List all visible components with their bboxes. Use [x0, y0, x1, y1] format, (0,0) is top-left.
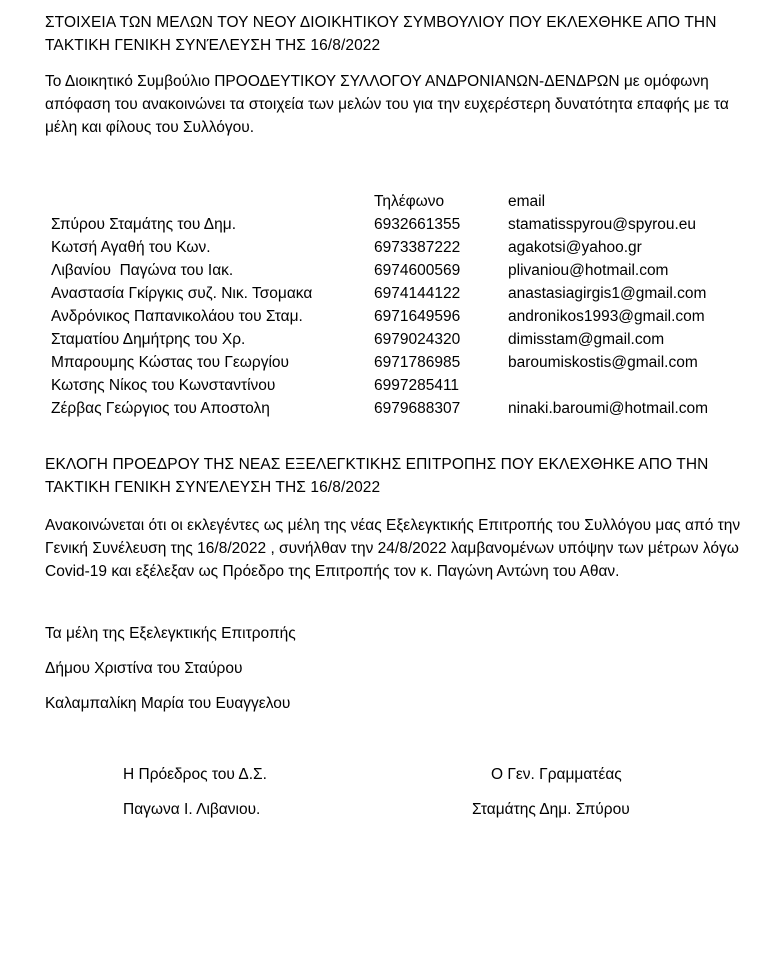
table-row	[51, 236, 748, 259]
member-phone: 6974600569	[374, 262, 461, 279]
table-row	[51, 305, 748, 328]
president-name: Παγωνα Ι. Λιβανιου.	[123, 801, 261, 818]
member-name: Αναστασία Γκίργκις συζ. Νικ. Τσομακα	[51, 285, 313, 302]
member-phone: 6971786985	[374, 354, 461, 371]
table-row	[51, 282, 748, 305]
audit-member-1: Δήμου Χριστίνα του Σταύρου	[45, 660, 243, 677]
audit-body: Ανακοινώνεται ότι οι εκλεγέντες ως μέλη της νέας Εξελεγκτικής Επιτροπής του Συλλόγου μας από την Γενική Συνέλευση της 16/8/2022 , συνήλθαν την 24/8/2022 λαμβανομένων υπόψην των μέτρων λόγω Covid-19 και εξέλεξαν ως Πρόεδρο της Επιτροπής τον κ. Παγώνη Αντώνη του Αθαν.	[45, 517, 741, 580]
member-email: agakotsi@yahoo.gr	[508, 239, 642, 256]
audit-member-2: Καλαμπαλίκη Μαρία του Ευαγγελου	[45, 695, 291, 712]
member-phone: 6971649596	[374, 308, 461, 325]
members-table-header	[51, 190, 748, 213]
member-phone: 6932661355	[374, 216, 461, 233]
member-email: dimisstam@gmail.com	[508, 331, 665, 348]
table-row	[51, 397, 748, 420]
audit-heading: ΕΚΛΟΓΗ ΠΡΟΕΔΡΟΥ ΤΗΣ ΝΕΑΣ ΕΞΕΛΕΓΚΤΙΚΗΣ ΕΠΙΤΡΟΠΗΣ ΠΟΥ ΕΚΛΕΧΘΗΚΕ ΑΠΟ ΤΗΝ ΤΑΚΤΙΚΗ ΓΕΝΙΚΗ ΣΥΝΈΛΕΥΣΗ ΤΗΣ 16/8/2022	[45, 456, 709, 496]
member-email: baroumiskostis@gmail.com	[508, 354, 698, 371]
member-email: plivaniou@hotmail.com	[508, 262, 669, 279]
board-intro: Το Διοικητικό Συμβούλιο ΠΡΟΟΔΕΥΤΙΚΟΥ ΣΥΛΛΟΓΟΥ ΑΝΔΡΟΝΙΑΝΩΝ-ΔΕΝΔΡΩΝ με ομόφωνη απόφαση του ανακοινώνει τα στοιχεία των μελών του για την ευχερέστερη δυνατότητα επαφής με τα μέλη και φίλους του Συλλόγου.	[45, 73, 729, 136]
audit-members-label: Τα μέλη της Εξελεγκτικής Επιτροπής	[45, 625, 296, 642]
member-phone: 6979024320	[374, 331, 461, 348]
member-phone: 6974144122	[374, 285, 461, 302]
table-row	[51, 259, 748, 282]
member-email: ninaki.baroumi@hotmail.com	[508, 400, 709, 417]
secretary-title: Ο Γεν. Γραμματέας	[491, 766, 622, 783]
member-email: anastasiagirgis1@gmail.com	[508, 285, 707, 302]
header-phone: Τηλέφωνο	[374, 193, 445, 210]
member-name: Κωτσή Αγαθή του Κων.	[51, 239, 211, 256]
table-row	[51, 351, 748, 374]
table-row	[51, 374, 748, 397]
member-name: Κωτσης Νίκος του Κωνσταντίνου	[51, 377, 276, 394]
header-name-cell	[51, 190, 374, 213]
member-phone: 6973387222	[374, 239, 461, 256]
member-email: stamatisspyrou@spyrou.eu	[508, 216, 697, 233]
member-email: andronikos1993@gmail.com	[508, 308, 705, 325]
member-name: Σταματίου Δημήτρης του Χρ.	[51, 331, 246, 348]
board-heading: ΣΤΟΙΧΕΙΑ ΤΩΝ ΜΕΛΩΝ ΤΟΥ ΝΕΟΥ ΔΙΟΙΚΗΤΙΚΟΥ ΣΥΜΒΟΥΛΙΟΥ ΠΟΥ ΕΚΛΕΧΘΗΚΕ ΑΠΟ ΤΗΝ ΤΑΚΤΙΚΗ ΓΕΝΙΚΗ ΣΥΝΈΛΕΥΣΗ ΤΗΣ 16/8/2022	[45, 14, 717, 54]
secretary-name: Σταμάτης Δημ. Σπύρου	[472, 801, 630, 818]
member-email	[508, 374, 748, 397]
member-phone: 6979688307	[374, 400, 461, 417]
member-name: Ανδρόνικος Παπανικολάου του Σταμ.	[51, 308, 303, 325]
member-name: Λιβανίου Παγώνα του Ιακ.	[51, 262, 234, 279]
member-name: Μπαρουμης Κώστας του Γεωργίου	[51, 354, 290, 371]
president-title: Η Πρόεδρος του Δ.Σ.	[123, 766, 267, 783]
member-phone: 6997285411	[374, 377, 460, 394]
member-name: Σπύρου Σταμάτης του Δημ.	[51, 216, 237, 233]
members-table	[51, 190, 748, 420]
member-name: Ζέρβας Γεώργιος του Αποστολη	[51, 400, 270, 417]
header-email: email	[508, 193, 546, 210]
table-row	[51, 328, 748, 351]
table-row	[51, 213, 748, 236]
